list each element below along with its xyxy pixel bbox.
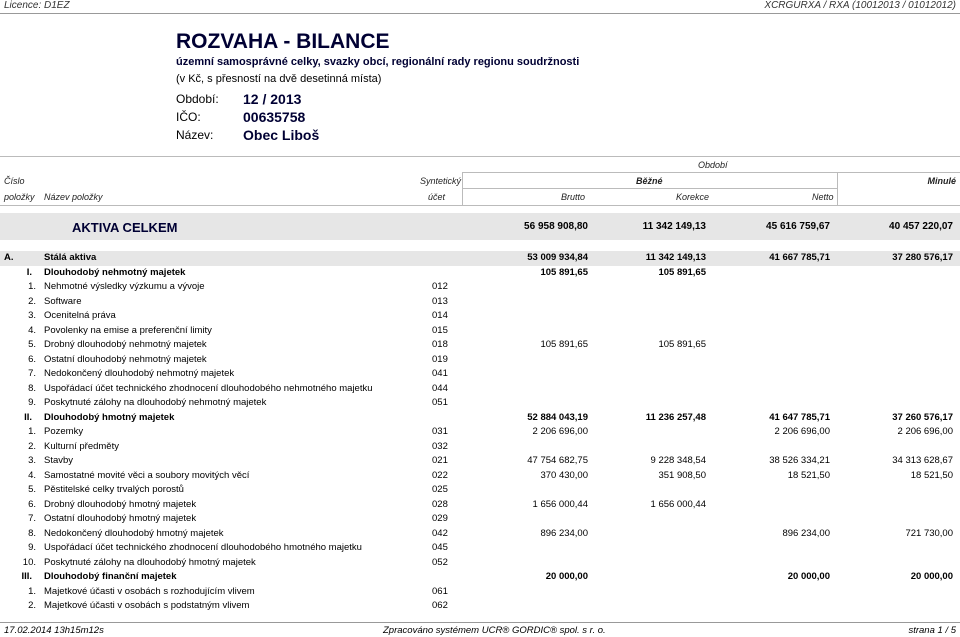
row-ucet: 041 [432,368,448,379]
table-row [0,498,960,512]
row-label: Drobný dlouhodobý nehmotný majetek [44,339,207,350]
table-row [0,280,960,294]
row-label: Pozemky [44,426,84,437]
row-label: Pěstitelské celky trvalých porostů [44,484,184,495]
row-number: 5. [28,339,36,350]
row-ucet: 015 [432,325,448,336]
row-number: II. [24,412,32,423]
row-number: 7. [28,368,36,379]
row-minule: 2 206 696,00 [897,426,953,437]
row-number: 9. [28,397,36,408]
row-label: Software [44,296,82,307]
header-ucet: účet [428,192,446,202]
row-korekce: 9 228 348,54 [650,455,706,466]
row-label: Drobný dlouhodobý hmotný majetek [44,499,197,510]
row-ucet: 019 [432,354,448,365]
row-netto: 41 647 785,71 [769,412,830,423]
subtitle-units: (v Kč, s přesností na dvě desetinná místa) [176,73,382,85]
row-label: Stálá aktiva [44,252,97,263]
table-row [0,309,960,323]
row-number: 1. [28,586,36,597]
row-label: Nedokončený dlouhodobý nehmotný majetek [44,368,235,379]
row-ucet: 018 [432,339,448,350]
row-number: 4. [28,325,36,336]
aktiva-minule: 40 457 220,07 [889,221,953,232]
footer-processed: Zpracováno systémem UCR® GORDIC® spol. s r. o. [383,625,606,636]
row-number: 7. [28,513,36,524]
row-ucet: 025 [432,484,448,495]
row-brutto: 105 891,65 [540,339,588,350]
row-number: 9. [28,542,36,553]
aktiva-netto: 45 616 759,67 [766,221,830,232]
row-brutto: 370 430,00 [540,470,588,481]
row-number: 1. [28,281,36,292]
header-obdobi: Období [698,160,728,170]
obdobi-value: 12 / 2013 [243,91,302,107]
row-ucet: 022 [432,470,448,481]
footer-page: strana 1 / 5 [908,625,956,636]
table-row [0,425,960,439]
row-minule: 37 280 576,17 [892,252,953,263]
table-row [0,483,960,497]
aktiva-brutto: 56 958 908,80 [524,221,588,232]
row-number: 8. [28,528,36,539]
row-minule: 20 000,00 [910,571,953,582]
row-ucet: 045 [432,542,448,553]
header-netto: Netto [812,192,834,202]
row-brutto: 20 000,00 [545,571,588,582]
row-netto: 2 206 696,00 [774,426,830,437]
row-number: 10. [22,557,36,568]
row-minule: 34 313 628,67 [892,455,953,466]
row-number: 3. [28,310,36,321]
row-label: Ostatní dlouhodobý nehmotný majetek [44,354,207,365]
obdobi-label: Období: [176,92,219,106]
header-synteticky: Syntetický [420,176,462,186]
row-label: Majetkové účasti v osobách s podstatným vlivem [44,600,250,611]
row-korekce: 11 342 149,13 [645,252,706,263]
table-row [0,440,960,454]
row-netto: 896 234,00 [782,528,830,539]
page-title: ROZVAHA - BILANCE [176,30,390,53]
row-label: Uspořádací účet technického zhodnocení dlouhodobého nehmotného majetku [44,383,373,394]
row-minule: 721 730,00 [905,528,953,539]
row-label: Povolenky na emise a preferenční limity [44,325,212,336]
row-number: 2. [28,296,36,307]
row-netto: 20 000,00 [787,571,830,582]
row-korekce: 351 908,50 [658,470,706,481]
row-ucet: 032 [432,441,448,452]
row-netto: 18 521,50 [787,470,830,481]
table-row [0,251,960,266]
row-number: 8. [28,383,36,394]
row-ucet: 052 [432,557,448,568]
table-row [0,367,960,381]
row-minule: 37 260 576,17 [892,412,953,423]
subtitle-scope: územní samosprávné celky, svazky obcí, regionální rady regionu soudržnosti [176,56,580,68]
nazev-value: Obec Liboš [243,127,320,143]
row-number: 4. [28,470,36,481]
row-label: Nehmotné výsledky výzkumu a vývoje [44,281,205,292]
row-number: 2. [28,441,36,452]
table-row [0,541,960,555]
row-number: 6. [28,354,36,365]
header-minule: Minulé [927,176,956,186]
row-number: A. [4,252,14,263]
row-ucet: 013 [432,296,448,307]
header-cislo: Číslo [4,176,25,186]
row-number: 1. [28,426,36,437]
row-ucet: 029 [432,513,448,524]
header-brutto: Brutto [561,192,586,202]
row-ucet: 061 [432,586,448,597]
row-brutto: 52 884 043,19 [527,412,588,423]
table-row [0,295,960,309]
row-number: 5. [28,484,36,495]
table-row [0,266,960,280]
table-row [0,599,960,613]
row-ucet: 051 [432,397,448,408]
row-brutto: 896 234,00 [540,528,588,539]
row-number: 6. [28,499,36,510]
row-brutto: 53 009 934,84 [527,252,588,263]
header-nazev-polozky: Název položky [44,192,103,202]
row-ucet: 031 [432,426,448,437]
row-ucet: 044 [432,383,448,394]
row-ucet: 062 [432,600,448,611]
row-label: Stavby [44,455,74,466]
row-brutto: 2 206 696,00 [532,426,588,437]
aktiva-celkem-row [0,213,960,240]
row-label: Ostatní dlouhodobý hmotný majetek [44,513,197,524]
row-brutto: 1 656 000,44 [532,499,588,510]
row-label: Ocenitelná práva [44,310,116,321]
row-netto: 38 526 334,21 [769,455,830,466]
header-bezne: Běžné [636,176,663,186]
table-row [0,454,960,468]
row-ucet: 028 [432,499,448,510]
header-korekce: Korekce [676,192,710,202]
row-number: I. [26,267,32,278]
row-label: Samostatné movité věci a soubory movitých věcí [44,470,250,481]
row-ucet: 014 [432,310,448,321]
row-label: Dlouhodobý nehmotný majetek [44,267,186,278]
row-minule: 18 521,50 [910,470,953,481]
row-number: III. [21,571,32,582]
row-label: Poskytnuté zálohy na dlouhodobý nehmotný majetek [44,397,267,408]
row-korekce: 1 656 000,44 [650,499,706,510]
aktiva-korekce: 11 342 149,13 [642,221,706,232]
ico-value: 00635758 [243,109,306,125]
row-ucet: 012 [432,281,448,292]
row-netto: 41 667 785,71 [769,252,830,263]
row-label: Poskytnuté zálohy na dlouhodobý hmotný majetek [44,557,256,568]
table-row [0,382,960,396]
table-row [0,396,960,410]
row-korekce: 105 891,65 [658,267,706,278]
row-label: Kulturní předměty [44,441,119,452]
row-label: Uspořádací účet technického zhodnocení dlouhodobého hmotného majetku [44,542,362,553]
row-number: 3. [28,455,36,466]
nazev-label: Název: [176,128,214,142]
table-row [0,324,960,338]
row-label: Dlouhodobý hmotný majetek [44,412,175,423]
row-label: Dlouhodobý finanční majetek [44,571,177,582]
row-number: 2. [28,600,36,611]
table-row [0,353,960,367]
table-row [0,527,960,541]
row-label: Nedokončený dlouhodobý hmotný majetek [44,528,224,539]
row-ucet: 042 [432,528,448,539]
row-ucet: 021 [432,455,448,466]
footer-date: 17.02.2014 13h15m12s [4,625,104,636]
aktiva-celkem-label: AKTIVA CELKEM [72,220,178,235]
report-id-text: XCRGURXA / RXA (10012013 / 01012012) [764,0,956,11]
row-label: Majetkové účasti v osobách s rozhodujícím vlivem [44,586,255,597]
licence-text: Licence: D1EZ [4,0,70,11]
row-brutto: 47 754 682,75 [527,455,588,466]
row-korekce: 105 891,65 [658,339,706,350]
ico-label: IČO: [176,110,201,124]
row-brutto: 105 891,65 [540,267,588,278]
table-row [0,469,960,483]
table-row [0,411,960,425]
table-row [0,556,960,570]
table-row [0,338,960,352]
row-korekce: 11 236 257,48 [645,412,706,423]
table-row [0,512,960,526]
table-row [0,585,960,599]
header-polozky: položky [4,192,35,202]
table-row [0,570,960,584]
